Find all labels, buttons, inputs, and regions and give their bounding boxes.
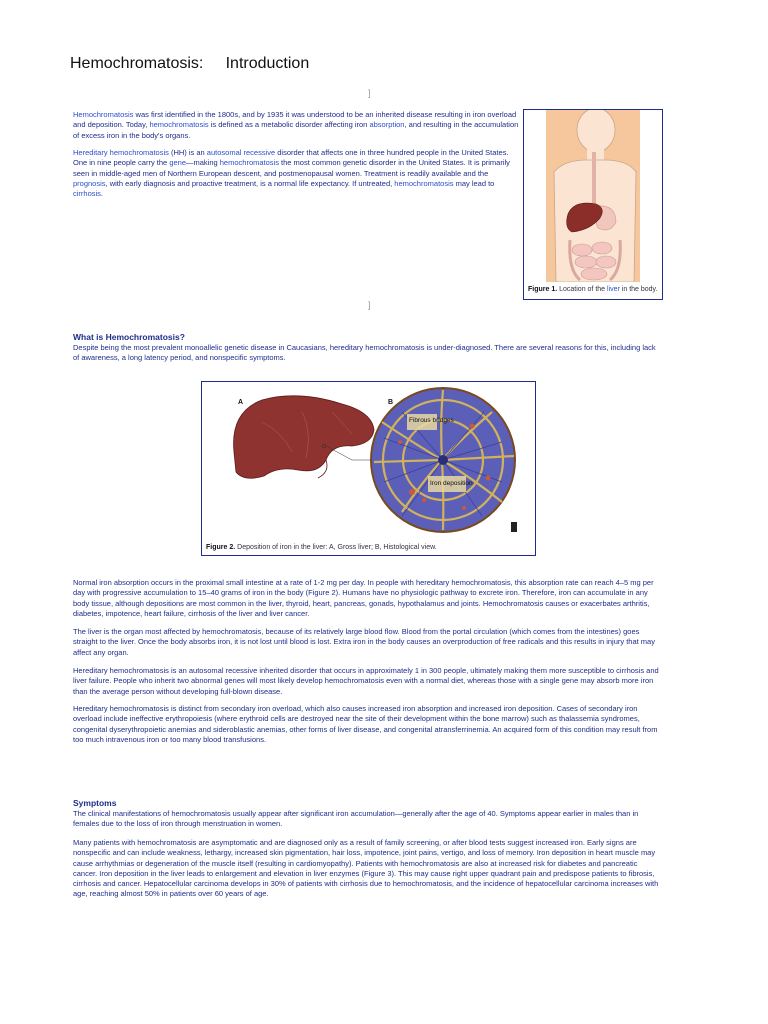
symptoms-heading: Symptoms	[73, 798, 117, 808]
intro-text: , with early diagnosis and proactive treatment, is a normal life expectancy. If untreated,	[105, 178, 395, 188]
what-is-paragraph: Despite being the most prevalent monoallelic genetic disease in Caucasians, hereditary hemochromatosis is under-diagnosed. There are several reasons for this, including lack of awareness, a long latency period, and nonspecific symptoms.	[73, 343, 656, 363]
figure-1-frame	[523, 109, 663, 300]
liver-link[interactable]: liver	[607, 286, 620, 293]
label-a: A	[238, 399, 244, 406]
hereditary-hemochromatosis-link[interactable]: Hereditary hemochromatosis	[73, 148, 169, 157]
intro-text: —making	[186, 158, 220, 168]
page-marker: ]	[368, 300, 371, 310]
absorption-link[interactable]: absorption	[369, 120, 405, 130]
body-paragraph-4: Hereditary hemochromatosis is distinct from secondary iron overload, which also causes increased iron absorption and increased iron deposition. Cases of secondary iron overload include ineffective erythropoiesis (where erythroid cells are destroyed near the site of their development within the bone marrow) such as thalassemia syndromes, congenital dyserythropoietic anemias and sideroblastic anemias, other forms of liver disease, and congenital atransferrinemia. An acquired form of this condition may result from too much intravenous iron or too many blood transfusions.	[73, 704, 658, 744]
fibrous-bridges-label: Fibrous bridges	[409, 417, 454, 424]
page-marker: ]	[368, 88, 371, 98]
gross-liver-shape	[234, 396, 374, 478]
prognosis-link[interactable]: prognosis	[73, 178, 106, 188]
figure-2-frame	[201, 381, 536, 556]
intro-text: disorder that affects one in three hundred people in the United States. One in nine people carry the	[73, 148, 509, 168]
intro-text: , and resulting in the accumulation of excess iron in the body's organs.	[73, 120, 519, 140]
intro-text: is defined as a metabolic disorder affecting iron	[208, 120, 370, 130]
what-is-heading: What is Hemochromatosis?	[73, 332, 185, 342]
page-title: Hemochromatosis: Introduction	[70, 55, 310, 72]
body-paragraph-1: Normal iron absorption occurs in the proximal small intestine at a rate of 1-2 mg per day. In people with hereditary hemochromatosis, this absorption rate can reach 4–5 mg per day with progressive accumulation to 15–40 grams of iron in the body (Figure 2). Humans have no physiologic pathway to excrete iron. Therefore, iron can accumulate in any body tissue, although depositions are most common in the liver, thyroid, heart, pancreas, gonads, hypothalamus and joints. Hemochromatosis causes or exacerbates arthritis, diabetes, impotence, heart failure, cirrhosis of the liver and liver cancer.	[73, 578, 654, 618]
cirrhosis-link[interactable]: cirrhosis	[73, 189, 101, 199]
label-b: B	[388, 399, 394, 406]
autosomal-recessive-link[interactable]: autosomal recessive	[206, 148, 276, 157]
caption-text: Deposition of iron in the liver: A, Gross liver; B, Histological view.	[235, 544, 437, 551]
caption-text: Location of the	[557, 286, 608, 293]
publisher-logo-icon	[511, 522, 517, 532]
intro-text: was first identified in the 1800s, and by 1935 it was understood to be an inherited disease resulting in iron overload and deposition. Today,	[73, 110, 517, 130]
hemochromatosis-link[interactable]: hemochromatosis	[149, 120, 209, 130]
iron-deposition-label: Iron deposition	[430, 480, 473, 487]
figure-2-label: Figure 2.	[206, 544, 236, 551]
figure-2-caption	[206, 544, 532, 551]
intro-text: may lead to	[453, 178, 495, 188]
figure-1-caption	[528, 286, 662, 293]
hemochromatosis-link[interactable]: Hemochromatosis	[73, 110, 134, 119]
body-liver-illustration	[524, 110, 662, 282]
body-paragraph-2: The liver is the organ most affected by hemochromatosis, because of its relatively large blood flow. Blood from the portal circulation (which comes from the intestines) goes straight to the liver. Once the body absorbs iron, it is not lost until blood is lost. Extra iron in the body causes an overproduction of free radicals and this results in injury that may affect any organ.	[73, 627, 655, 657]
body-paragraph-3: Hereditary hemochromatosis is an autosomal recessive inherited disorder that occurs in approximately 1 in 300 people, ultimately making them more susceptible to cirrhosis and liver failure. People who inherit two abnormal genes will most likely develop hemochromatosis even with a normal diet, whereas those with a single gene may absorb more iron than the average person without developing full-blown disease.	[73, 666, 659, 696]
symptoms-paragraph-1: The clinical manifestations of hemochromatosis usually appear after significant iron accumulation—generally after the age of 40. Symptoms appear earlier in males than in females due to the loss of iron through menstruation in women.	[73, 809, 639, 829]
intro-text: .	[100, 189, 104, 199]
intro-paragraph-2	[73, 148, 523, 199]
caption-text: in the body.	[619, 286, 658, 293]
liver-histology-illustration	[202, 382, 535, 540]
gene-link[interactable]: gene	[169, 158, 186, 168]
figure-1-label: Figure 1.	[528, 286, 558, 293]
intro-text: (HH) is an	[168, 148, 207, 157]
intro-text: the most common genetic disorder in the United States. It is primarily seen in middle-aged men of Northern European descent, and postmenopausal women. Treatment is readily available and the	[73, 158, 510, 178]
symptoms-paragraph-2: Many patients with hemochromatosis are asymptomatic and are diagnosed only as a result of family screening, or after blood tests suggest increased iron. Early signs are nonspecific and can include weakness, lethargy, increased skin pigmentation, hair loss, impotence, joint pains, vertigo, and loss of memory. Iron deposition in heart muscle may cause arrhythmias or degeneration of the muscle itself (resulting in cardiomyopathy). Patients with hemochromatosis are also at increased risk for diabetes and pancreatic cancer. Iron deposition in the liver leads to enlargement and elevation in liver enzymes (Figure 3). This may cause right upper quadrant pain and predispose patients to fibrosis, cirrhosis and cancer. Hepatocellular carcinoma develops in 30% of patients with cirrhosis due to hemochromatosis, and the incidence of hepatocellular carcinoma increases with age, reaching almost 50% in patients over 60 years of age.	[73, 838, 659, 899]
hemochromatosis-link[interactable]: hemochromatosis	[394, 178, 454, 188]
intro-paragraph-1	[73, 110, 523, 141]
hemochromatosis-link[interactable]: hemochromatosis	[219, 158, 279, 168]
